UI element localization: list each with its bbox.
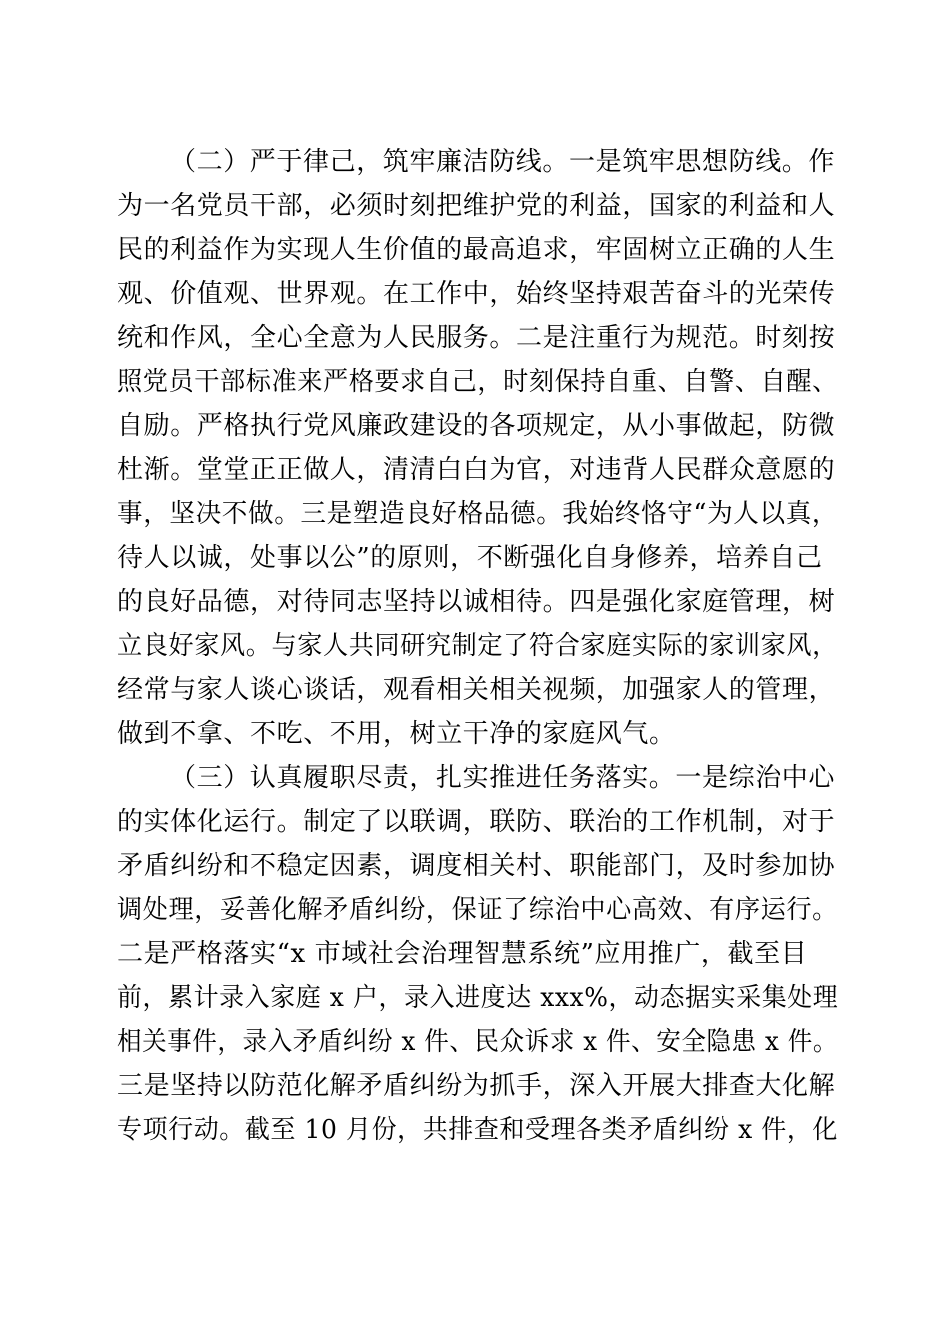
paragraph-3-line-2: 的实体化运行。制定了以联调，联防、联治的工作机制，对于 <box>117 807 836 837</box>
paragraph-3-line-4: 调处理，妥善化解矛盾纠纷，保证了综治中心高效、有序运行。 <box>117 895 838 925</box>
paragraph-3-line-7: 相关事件，录入矛盾纠纷 x 件、民众诉求 x 件、安全隐患 x 件。 <box>117 1027 838 1057</box>
paragraph-3-line-1: （三）认真履职尽责，扎实推进任务落实。一是综治中心 <box>170 763 836 793</box>
paragraph-3-line-8: 三是坚持以防范化解矛盾纠纷为抓手，深入开展大排查大化解 <box>117 1071 836 1101</box>
paragraph-2-line-9: 事，坚决不做。三是塑造良好格品德。我始终恪守“为人以真， <box>117 499 839 529</box>
paragraph-2-line-3: 民的利益作为实现人生价值的最高追求，牢固树立正确的人生 <box>117 235 836 265</box>
paragraph-2-line-6: 照党员干部标准来严格要求自己，时刻保持自重、自警、自醒、 <box>117 367 838 397</box>
paragraph-2-line-8: 杜渐。堂堂正正做人，清清白白为官，对违背人民群众意愿的 <box>117 455 836 485</box>
paragraph-2-line-11: 的良好品德，对待同志坚持以诚相待。四是强化家庭管理，树 <box>117 587 836 617</box>
paragraph-3-line-6: 前，累计录入家庭 x 户，录入进度达 xxx%，动态据实采集处理 <box>117 983 839 1013</box>
paragraph-3-line-9: 专项行动。截至 10 月份，共排查和受理各类矛盾纠纷 x 件，化 <box>117 1115 839 1145</box>
paragraph-2-line-10: 待人以诚，处事以公”的原则，不断强化自身修养，培养自己 <box>117 543 823 573</box>
paragraph-3-line-5: 二是严格落实“x 市域社会治理智慧系统”应用推广，截至目 <box>117 939 808 969</box>
paragraph-2-line-12: 立良好家风。与家人共同研究制定了符合家庭实际的家训家风， <box>117 631 838 661</box>
paragraph-2-line-1: （二）严于律己，筑牢廉洁防线。一是筑牢思想防线。作 <box>170 147 836 177</box>
paragraph-2-line-14: 做到不拿、不吃、不用，树立干净的家庭风气。 <box>117 719 676 749</box>
paragraph-3-line-3: 矛盾纠纷和不稳定因素，调度相关村、职能部门，及时参加协 <box>117 851 836 881</box>
paragraph-2-line-13: 经常与家人谈心谈话，观看相关相关视频，加强家人的管理， <box>117 675 836 705</box>
paragraph-2-line-7: 自励。严格执行党风廉政建设的各项规定，从小事做起，防微 <box>117 411 836 441</box>
paragraph-2-line-5: 统和作风，全心全意为人民服务。二是注重行为规范。时刻按 <box>117 323 836 353</box>
paragraph-2-line-2: 为一名党员干部，必须时刻把维护党的利益，国家的利益和人 <box>117 191 836 221</box>
paragraph-2-line-4: 观、价值观、世界观。在工作中，始终坚持艰苦奋斗的光荣传 <box>117 279 836 309</box>
